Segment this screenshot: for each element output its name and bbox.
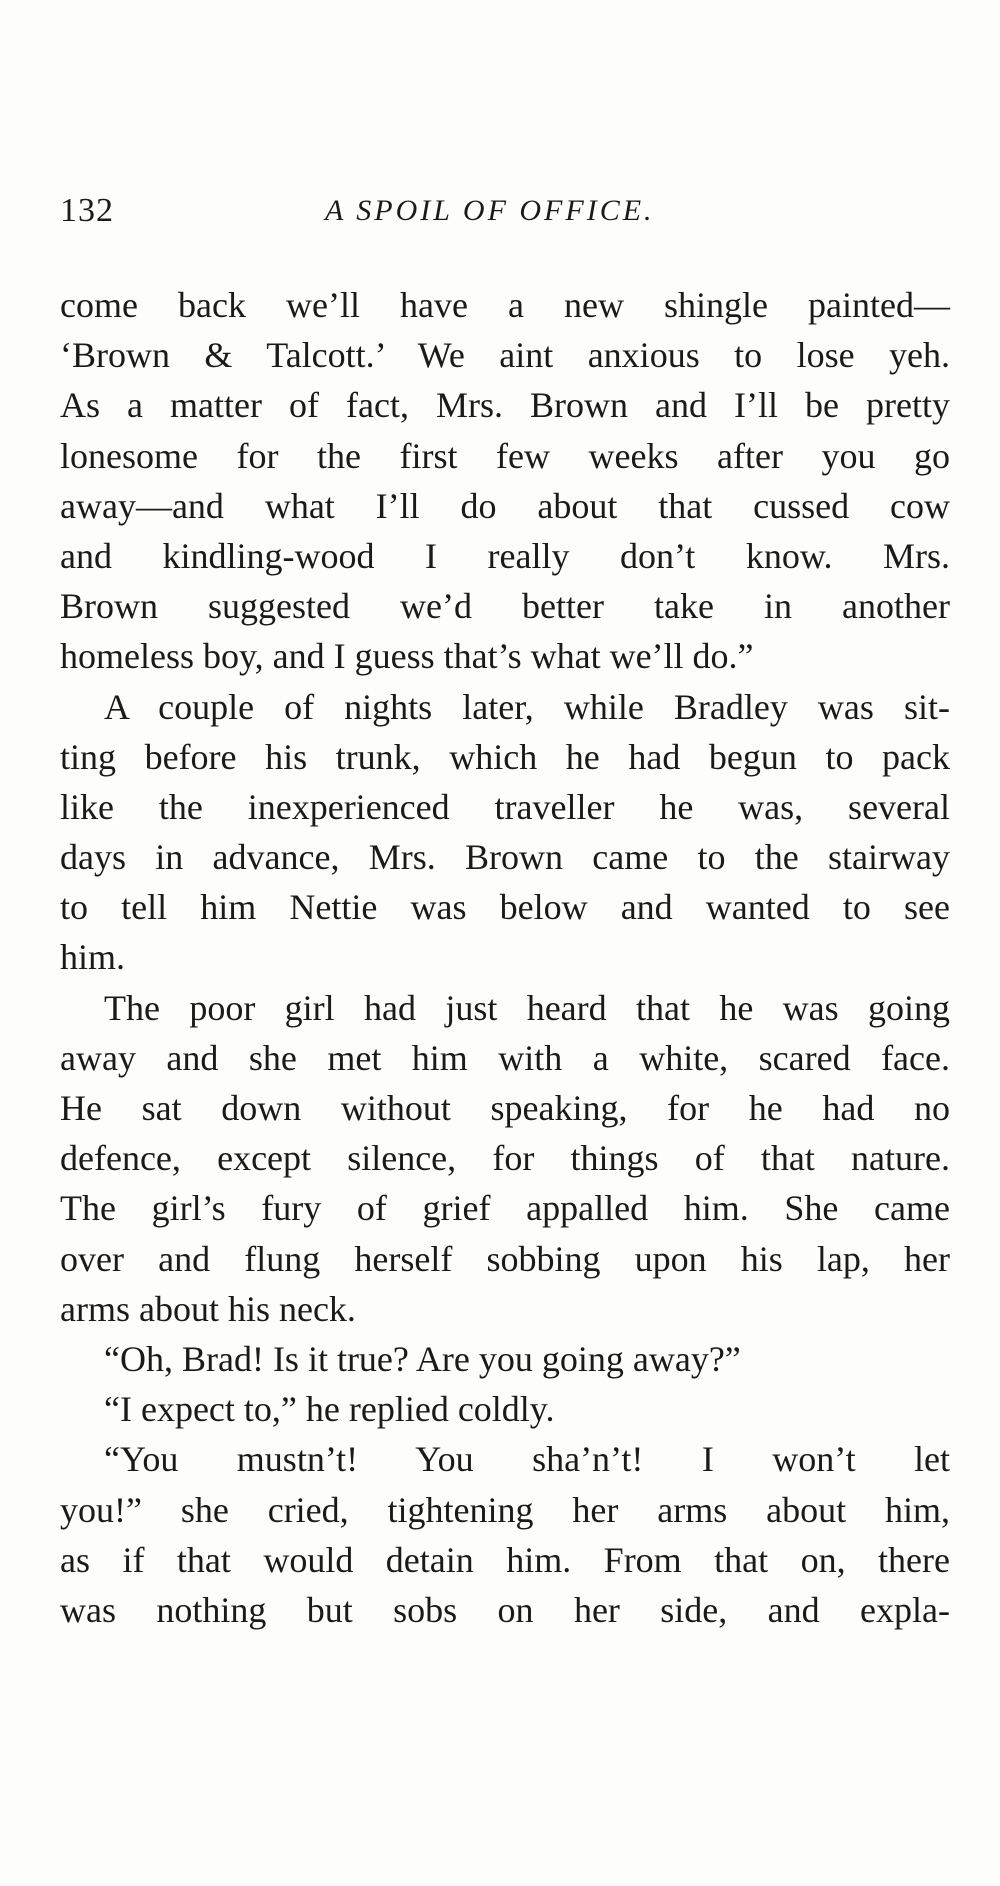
text-line: ting before his trunk, which he had begun to pack — [60, 736, 950, 777]
text-line: was nothing but sobs on her side, and expla- — [60, 1589, 950, 1630]
text-line: He sat down without speaking, for he had no — [60, 1088, 950, 1128]
text-line: The girl’s fury of grief appalled him. She came — [60, 1188, 950, 1229]
page-number: 132 — [60, 192, 114, 229]
text-line: homeless boy, and I guess that’s what we’ll do.” — [60, 636, 754, 677]
text-line: over and flung herself sobbing upon his lap, her — [60, 1238, 950, 1279]
text-line: come back we’ll have a new shingle painted— — [60, 285, 950, 325]
text-line: “I expect to,” he replied coldly. — [104, 1389, 555, 1430]
running-title: A SPOIL OF OFFICE. — [325, 194, 655, 227]
text-line: away and she met him with a white, scared face. — [60, 1037, 950, 1078]
text-line: arms about his neck. — [60, 1288, 356, 1329]
text-line: you!” she cried, tightening her arms about him, — [60, 1489, 950, 1530]
text-line: lonesome for the first few weeks after you go — [60, 435, 950, 476]
text-line: to tell him Nettie was below and wanted to see — [60, 887, 950, 928]
text-line: A couple of nights later, while Bradley was sit- — [104, 686, 950, 727]
text-line: ‘Brown & Talcott.’ We aint anxious to lose yeh. — [60, 335, 950, 376]
text-line: him. — [60, 937, 126, 978]
text-line: As a matter of fact, Mrs. Brown and I’ll be pretty — [60, 385, 950, 426]
text-line: and kindling-wood I really don’t know. Mrs. — [60, 535, 950, 576]
page-header — [60, 192, 940, 240]
text-line: defence, except silence, for things of that nature. — [60, 1138, 950, 1179]
text-line: days in advance, Mrs. Brown came to the stairway — [60, 837, 950, 878]
text-line: Brown suggested we’d better take in another — [60, 586, 950, 627]
text-line: like the inexperienced traveller he was, several — [60, 786, 950, 827]
text-line: “You mustn’t! You sha’n’t! I won’t let — [104, 1439, 950, 1480]
text-line: away—and what I’ll do about that cussed cow — [60, 485, 950, 526]
text-line: as if that would detain him. From that on, there — [60, 1539, 950, 1580]
body-text — [60, 280, 950, 1635]
text-line: “Oh, Brad! Is it true? Are you going away?” — [104, 1338, 741, 1379]
text-line: The poor girl had just heard that he was going — [104, 987, 950, 1028]
